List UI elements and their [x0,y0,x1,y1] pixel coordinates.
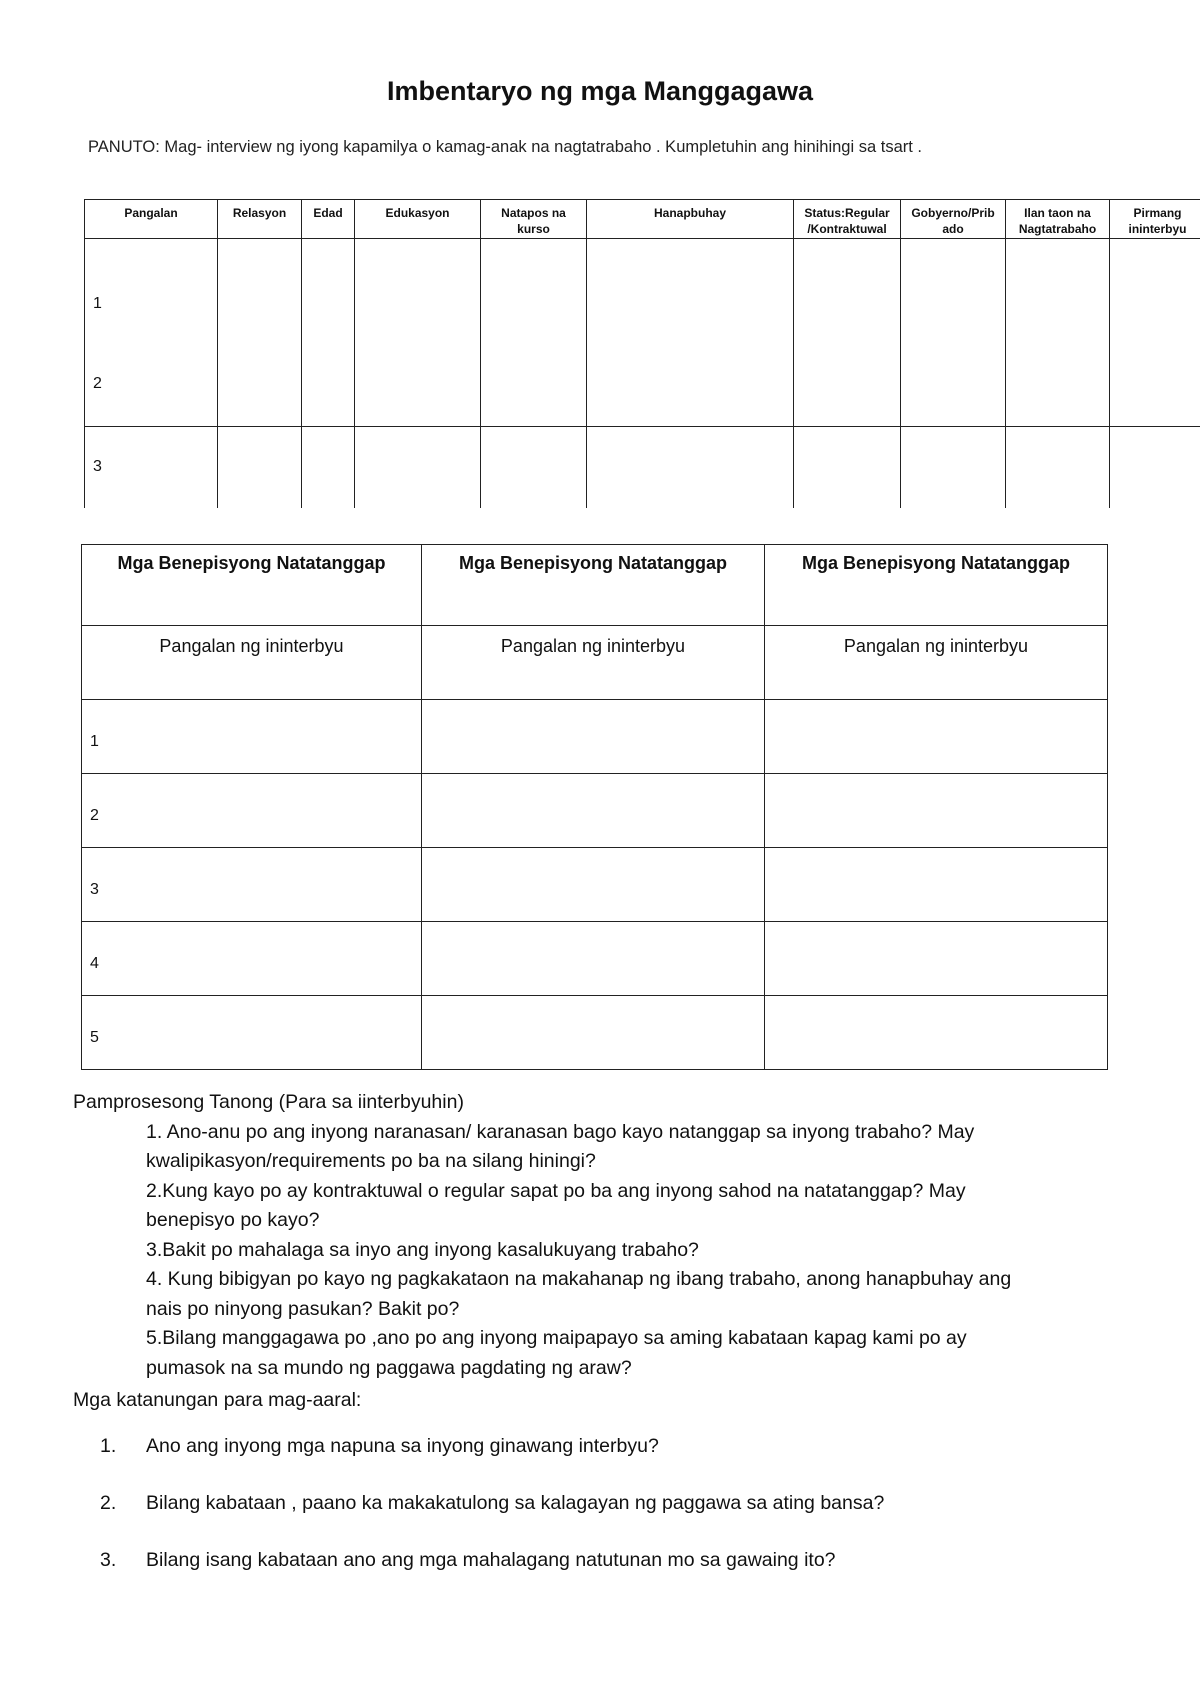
item-number: 2. [100,1492,117,1514]
question-line: 2.Kung kayo po ay kontraktuwal o regular sapat po ba ang inyong sahod na natatanggap? May [146,1179,966,1202]
student-questions-heading: Mga katanungan para mag-aaral: [73,1389,362,1411]
item-text: Bilang kabataan , paano ka makakatulong sa kalagayan ng paggawa sa ating bansa? [146,1492,885,1514]
table-row [82,996,1108,1070]
row-label[interactable]: 4 [82,922,422,996]
interviewee-name-label: Pangalan ng ininterbyu [422,626,765,700]
header-ilan-taon: Ilan taon na Nagtatrabaho [1006,200,1110,239]
header-status: Status:Regular /Kontraktuwal [794,200,901,239]
header-pangalan: Pangalan [85,200,218,239]
table-row [82,700,1108,774]
benefits-header: Mga Benepisyong Natatanggap [422,545,765,626]
questions-heading: Pamprosesong Tanong (Para sa iinterbyuhin) [73,1091,464,1113]
question-line: nais po ninyong pasukan? Bakit po? [146,1297,460,1320]
benefits-table [81,544,1108,1070]
question-line: 5.Bilang manggagawa po ,ano po ang inyong maipapayo sa aming kabataan kapag kami po ay [146,1327,967,1349]
question-line: 4. Kung bibigyan po kayo ng pagkakataon na makahanap ng ibang trabaho, anong hanapbuhay ang [146,1268,1012,1290]
question-line: 1. Ano-anu po ang inyong naranasan/ karanasan bago kayo natanggap sa inyong trabaho? May [146,1120,975,1143]
benefits-header: Mga Benepisyong Natatanggap [765,545,1108,626]
header-natapos-na-kurso: Natapos na kurso [481,200,587,239]
table-row [85,427,1200,509]
page-title: Imbentaryo ng mga Manggagawa [386,76,814,106]
interviewee-name-label: Pangalan ng ininterbyu [765,626,1108,700]
row-label[interactable]: 2 [82,774,422,848]
item-number: 1. [100,1435,117,1457]
list-item [100,1549,884,1606]
row-label[interactable]: 1 [82,700,422,774]
row-label[interactable]: 3 [82,848,422,922]
row-label-2: 2 [93,375,102,392]
interviewee-name-label: Pangalan ng ininterbyu [82,626,422,700]
header-hanapbuhay: Hanapbuhay [587,200,794,239]
row-label[interactable]: 5 [82,996,422,1070]
header-pirma: Pirmang ininterbyu [1110,200,1200,239]
header-gobyerno-pribado: Gobyerno/Prib ado [901,200,1006,239]
question-line: 3.Bakit po mahalaga sa inyo ang inyong kasalukuyang trabaho? [146,1238,699,1261]
item-text: Bilang isang kabataan ano ang mga mahalagang natutunan mo sa gawaing ito? [146,1549,836,1571]
header-edad: Edad [302,200,355,239]
table-row [82,774,1108,848]
list-item [100,1435,884,1492]
question-line: kwalipikasyon/requirements po ba na silang hiningi? [146,1150,596,1172]
processing-questions [73,1088,1133,1383]
row-label-3: 3 [93,458,102,475]
table-row [82,848,1108,922]
instructions: PANUTO: Mag- interview ng iyong kapamilya o kamag-anak na nagtatrabaho . Kumpletuhin ang hinihingi sa tsart . [88,138,923,156]
table-row [85,239,1200,427]
item-text: Ano ang inyong mga napuna sa inyong ginawang interbyu? [146,1435,659,1457]
worker-inventory-table [84,199,1200,508]
header-relasyon: Relasyon [218,200,302,239]
student-questions-list [100,1435,884,1606]
table-row [82,922,1108,996]
benefits-header: Mga Benepisyong Natatanggap [82,545,422,626]
item-number: 3. [100,1549,117,1571]
question-line: benepisyo po kayo? [146,1209,320,1231]
header-edukasyon: Edukasyon [355,200,481,239]
list-item [100,1492,884,1549]
row-label-1: 1 [93,295,102,312]
question-line: pumasok na sa mundo ng paggawa pagdating ng araw? [146,1356,632,1379]
